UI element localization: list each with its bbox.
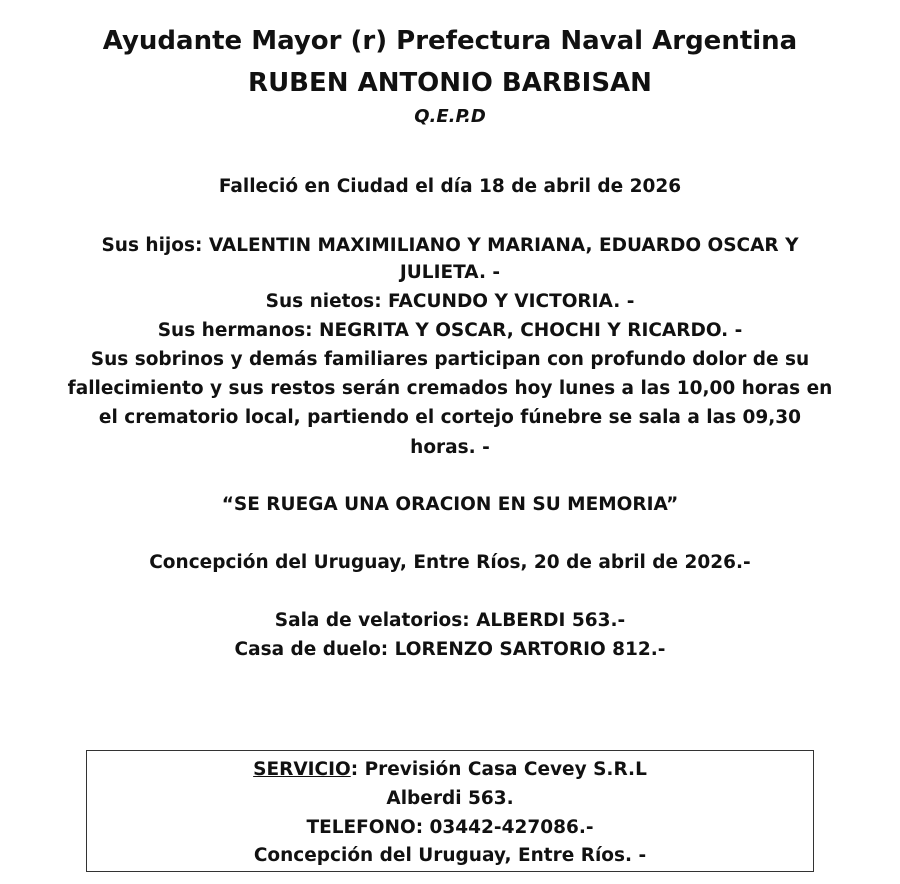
relatives-line-4: horas. - [410, 437, 490, 458]
siblings-line: Sus hermanos: NEGRITA Y OSCAR, CHOCHI Y RICARDO. - [157, 320, 743, 341]
relatives-line-2: fallecimiento y sus restos serán cremados hoy lunes a las 10,00 horas en [67, 378, 833, 399]
wake-room: Sala de velatorios: ALBERDI 563.- [274, 610, 626, 631]
children-line-2: JULIETA. - [399, 262, 501, 283]
place-date: Concepción del Uruguay, Entre Ríos, 20 de abril de 2026.- [149, 552, 751, 573]
children-line-1: Sus hijos: VALENTIN MAXIMILIANO Y MARIANA, EDUARDO OSCAR Y [101, 235, 799, 256]
prayer-request: “SE RUEGA UNA ORACION EN SU MEMORIA” [221, 494, 679, 515]
qepd-label: Q.E.P.D [414, 106, 486, 127]
service-provider-line [87, 759, 813, 780]
grandchildren-line: Sus nietos: FACUNDO Y VICTORIA. - [265, 291, 635, 312]
mourning-house: Casa de duelo: LORENZO SARTORIO 812.- [234, 639, 666, 660]
service-box [86, 750, 814, 872]
deceased-name: RUBEN ANTONIO BARBISAN [248, 68, 652, 98]
relatives-line-1: Sus sobrinos y demás familiares participan con profundo dolor de su [90, 349, 810, 370]
service-city: Concepción del Uruguay, Entre Ríos. - [253, 845, 647, 866]
service-address: Alberdi 563. [386, 788, 514, 809]
service-phone: TELEFONO: 03442-427086.- [306, 817, 594, 838]
relatives-line-3: el crematorio local, partiendo el cortejo fúnebre se sala a las 09,30 [98, 407, 802, 428]
service-provider: : Previsión Casa Cevey S.R.L [350, 759, 647, 780]
death-notice: Falleció en Ciudad el día 18 de abril de 2026 [218, 176, 682, 197]
service-label: SERVICIO [253, 759, 351, 780]
rank-title: Ayudante Mayor (r) Prefectura Naval Argentina [102, 26, 798, 56]
